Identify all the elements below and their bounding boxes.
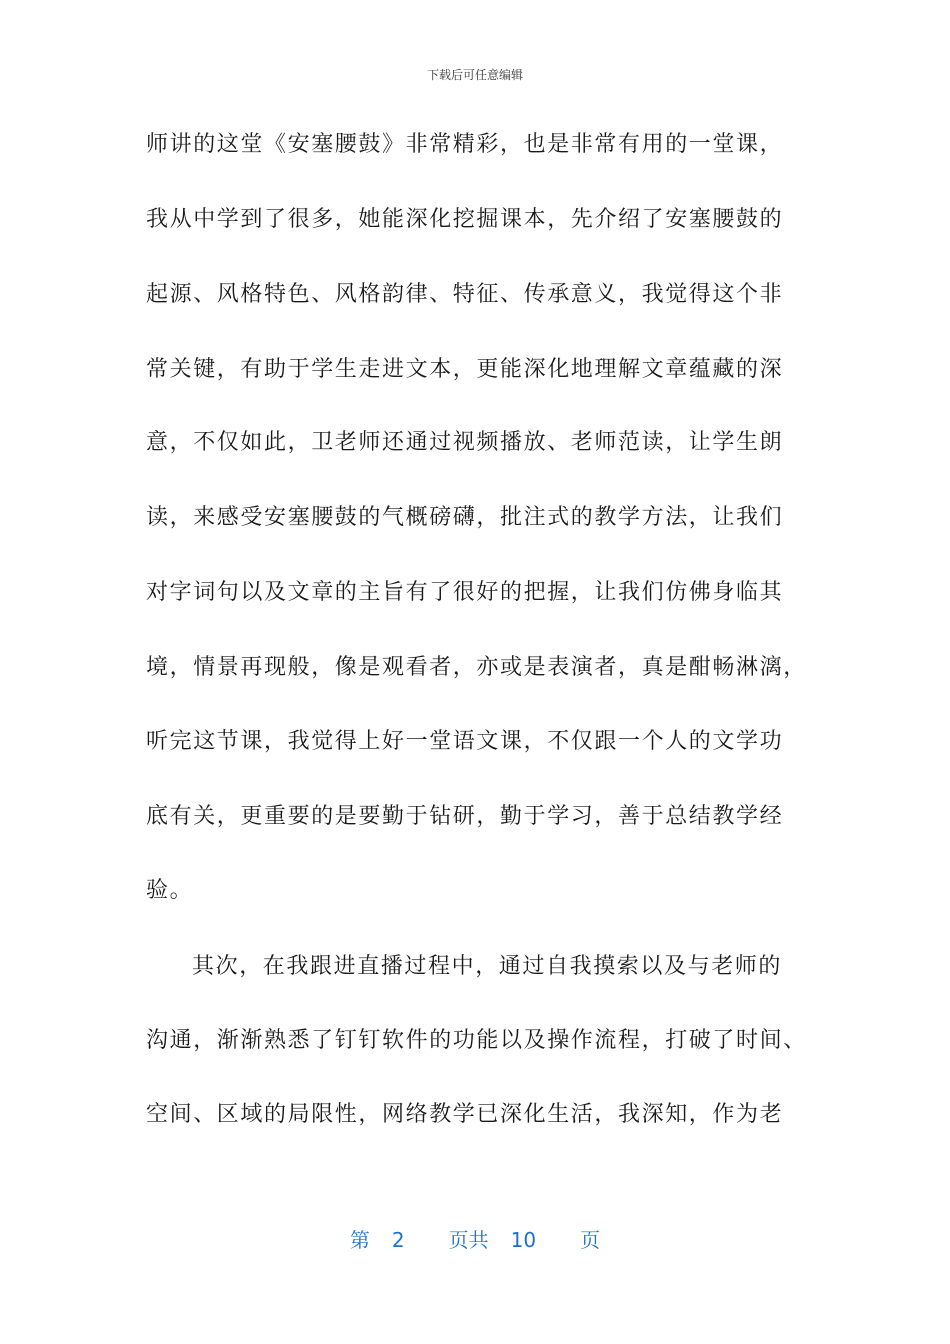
- footer-prefix: 第: [349, 1228, 370, 1252]
- text-line: 意，不仅如此，卫老师还通过视频播放、老师范读，让学生朗: [146, 430, 784, 455]
- text-line: 起源、风格特色、风格韵律、特征、传承意义，我觉得这个非: [146, 282, 784, 307]
- paragraph-first-line: 其次，在我跟进直播过程中，通过自我摸索以及与老师的: [192, 954, 783, 979]
- footer-total-pages: 10: [510, 1228, 537, 1252]
- page-header: 下载后可任意编辑: [426, 68, 523, 82]
- text-line: 底有关，更重要的是要勤于钻研，勤于学习，善于总结教学经: [146, 804, 784, 829]
- footer-suffix: 页: [580, 1228, 601, 1252]
- footer-current-page: 2: [391, 1228, 405, 1252]
- text-line: 听完这节课，我觉得上好一堂语文课，不仅跟一个人的文学功: [146, 729, 784, 754]
- text-line: 境，情景再现般，像是观看者，亦或是表演者，真是酣畅淋漓，: [146, 655, 807, 680]
- text-line: 对字词句以及文章的主旨有了很好的把握，让我们仿佛身临其: [146, 580, 784, 605]
- text-line: 验。: [146, 878, 194, 903]
- text-line: 沟通，渐渐熟悉了钉钉软件的功能以及操作流程，打破了时间、: [146, 1028, 807, 1053]
- footer-middle: 页共: [448, 1228, 489, 1252]
- page-number-footer: [0, 1224, 950, 1253]
- text-line: 读，来感受安塞腰鼓的气概磅礴，批注式的教学方法，让我们: [146, 505, 784, 530]
- text-line: 师讲的这堂《安塞腰鼓》非常精彩，也是非常有用的一堂课，: [146, 132, 784, 157]
- text-line: 空间、区域的局限性，网络教学已深化生活，我深知，作为老: [146, 1102, 784, 1127]
- text-line: 我从中学到了很多，她能深化挖掘课本，先介绍了安塞腰鼓的: [146, 207, 784, 232]
- text-line: 常关键，有助于学生走进文本，更能深化地理解文章蕴藏的深: [146, 357, 784, 382]
